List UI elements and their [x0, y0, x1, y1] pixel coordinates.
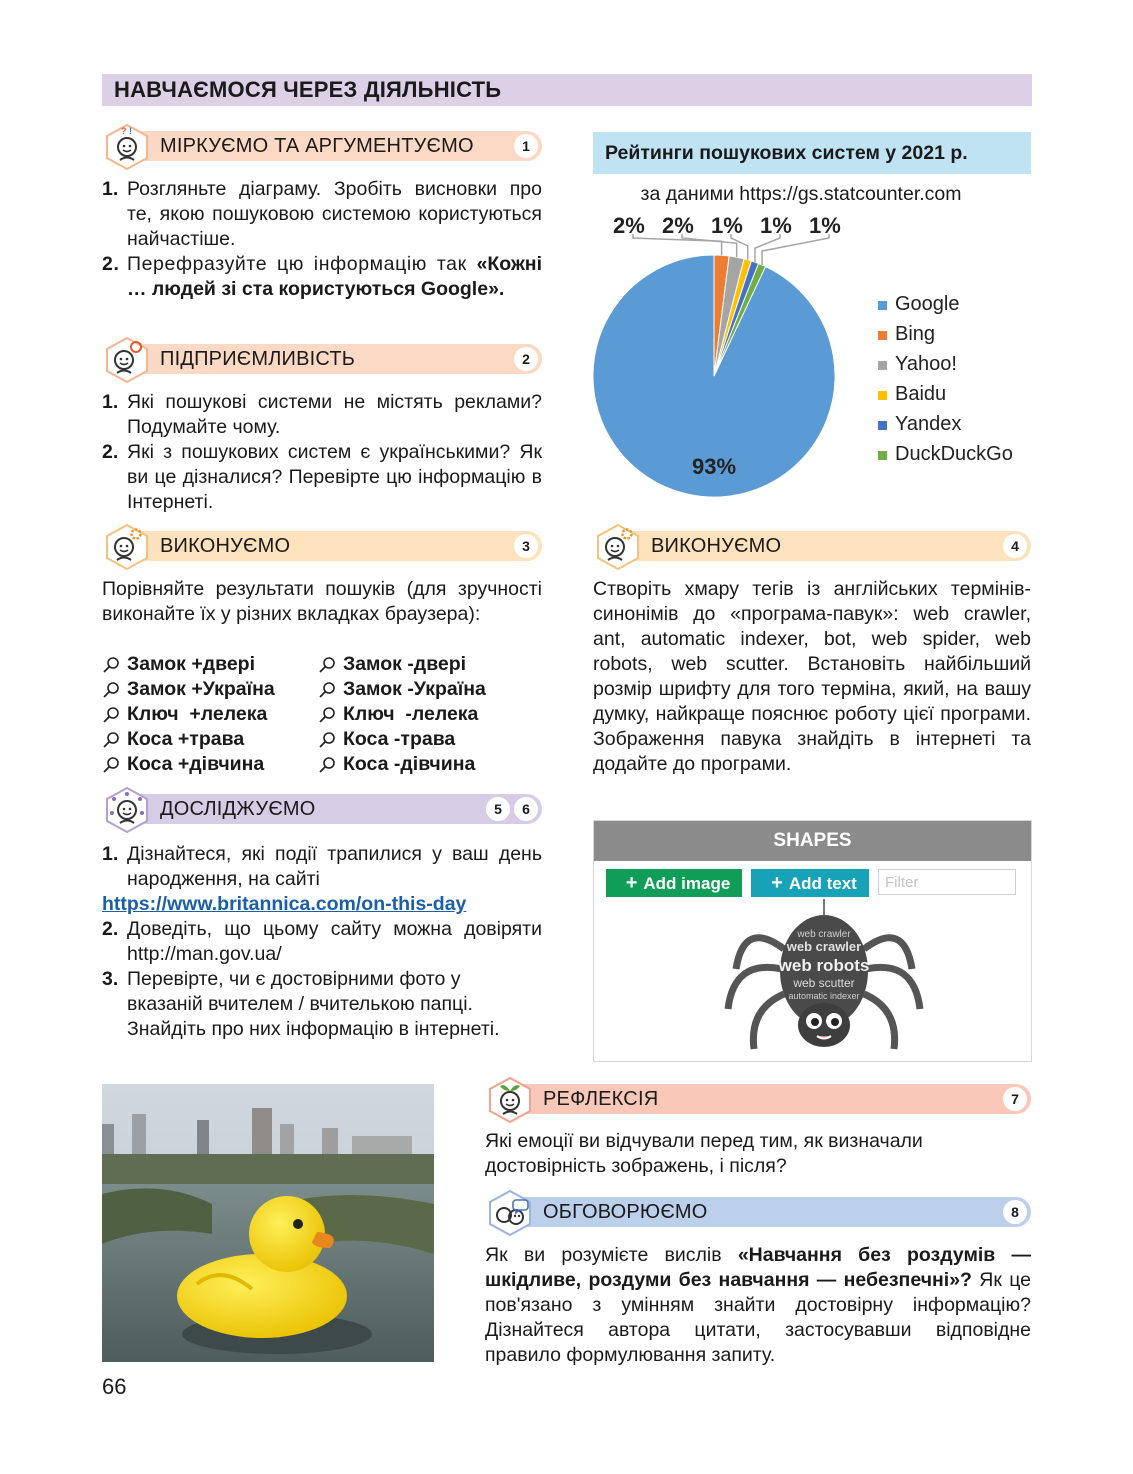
network-face-icon	[102, 785, 152, 835]
giant-rubber-duck-photo	[102, 1084, 434, 1362]
word-cloud-word: web robots	[778, 956, 870, 975]
task-number-badge: 1	[514, 134, 538, 158]
shapes-panel	[593, 820, 1032, 1062]
legend-entry: DuckDuckGo	[895, 443, 1013, 465]
search-query: Замок +двері	[102, 652, 318, 677]
pie-label: 93%	[691, 454, 737, 479]
section-3-intro: Порівняйте результати пошуків (для зручності виконайте їх у різних вкладках браузера):	[102, 578, 542, 625]
search-engine-pie-chart	[580, 176, 1040, 506]
sprout-face-icon	[485, 1075, 535, 1125]
section-header-research	[102, 791, 542, 827]
task-number-badge: 7	[1003, 1087, 1027, 1111]
word-cloud-word: web crawler	[786, 939, 862, 954]
pie-label: 2%	[613, 213, 645, 238]
section-header-doing-2	[593, 528, 1031, 564]
quote-bold: «Кожні … людей зі ста користуються Google».	[127, 253, 542, 300]
section-title: РЕФЛЕКСІЯ	[543, 1088, 659, 1110]
section-title: ПІДПРИЄМЛИВІСТЬ	[160, 348, 356, 370]
search-query: Замок -Україна	[318, 677, 542, 702]
section-title: ОБГОВОРЮЄМО	[543, 1201, 708, 1223]
gear-face-icon	[593, 522, 643, 572]
thinking-face-icon	[102, 122, 152, 172]
word-cloud-word: web scutter	[793, 976, 855, 990]
lightbulb-face-icon	[102, 335, 152, 385]
section-title: ДОСЛІДЖУЄМО	[160, 798, 316, 820]
search-icon	[102, 656, 120, 674]
pie-label: 1%	[711, 213, 743, 238]
section-banner	[102, 74, 1032, 106]
legend-entry: Bing	[895, 323, 936, 345]
pie-label: 2%	[662, 213, 694, 238]
plus-icon: +	[771, 872, 783, 894]
section-4-text: Створіть хмару тегів із англійських термінів-синонімів до «програма-павук»: web crawler, ant, automatic indexer, bot, web spider, web robots, web scutter. Встановіть найбільший розмір шрифту для того терміна, який, на вашу думку, найкраще пояснює роботу цієї програми. Зображення павука знайдіть в інтернеті та додайте до програми.	[593, 578, 1031, 775]
word-cloud-word: automatic indexer	[788, 991, 860, 1001]
section-56-text: 1. Дізнайтеся, які події трапилися у ваш день народження, на сайті https://www.britannica.com/on-this-day 2. Доведіть, що цьому сайту можна довіряти http://man.gov.ua/ 3. Перевірте, чи є достовірними фото у вказаній вчителем / вчителькою папці. Знайдіть про них інформацію в інтернеті.	[102, 843, 542, 1040]
list-item: Які пошукові системи не містять реклами? Подумайте чому.	[127, 391, 542, 438]
search-icon	[318, 756, 336, 774]
chart-subtitle: за даними https://gs.statcounter.com	[640, 183, 962, 205]
search-query: Ключ +лелека	[102, 702, 318, 727]
list-item: Перефразуйте цю інформацію так	[127, 253, 467, 275]
legend-entry: Yandex	[895, 413, 962, 435]
section-8-text: Як ви розумієте вислів «Навчання без роздумів — шкідливе, роздуми без навчання — небезпечні»? Як це пов'язано з умінням знайти достовірну інформацію? Дізнайтеся автора цитати, застосувавши відповідне правило формулювання запиту.	[485, 1244, 1032, 1366]
section-header-doing	[102, 528, 542, 564]
britannica-link[interactable]: https://www.britannica.com/on-this-day	[102, 893, 467, 915]
legend-swatch	[878, 421, 887, 430]
section-header-reflection	[485, 1081, 1031, 1117]
section-header-reasoning	[102, 128, 542, 164]
legend-entry: Google	[895, 293, 960, 315]
legend-swatch	[878, 391, 887, 400]
task-number-badge: 4	[1003, 534, 1027, 558]
search-query: Коса -дівчина	[318, 752, 542, 777]
add-text-button[interactable]: + Add text	[751, 869, 869, 897]
search-query: Коса +трава	[102, 727, 318, 752]
quote-bold: «Навчання без роздумів — шкідливе, роздуми без навчання — небезпечні»?	[485, 1244, 1031, 1291]
search-icon	[318, 681, 336, 699]
section-title: ВИКОНУЄМО	[651, 535, 782, 557]
section-2-text: 1. Які пошукові системи не містять реклами? Подумайте чому. 2. Які з пошукових систем є українськими? Як ви це дізналися? Перевірте цю інформацію в Інтернеті.	[102, 391, 542, 513]
list-item: Доведіть, що цьому сайту можна довіряти http://man.gov.ua/	[127, 918, 542, 965]
chart-header	[593, 132, 1031, 174]
pie-label: 1%	[809, 213, 841, 238]
list-item: Які з пошукових систем є українськими? Як ви це дізналися? Перевірте цю інформацію в Інтернеті.	[127, 441, 542, 513]
add-image-button[interactable]: + Add image	[606, 869, 742, 897]
spider-word-cloud-image	[714, 899, 934, 1057]
search-query: Коса -трава	[318, 727, 542, 752]
task-number-badge: 6	[514, 797, 538, 821]
legend-swatch	[878, 361, 887, 370]
search-icon	[318, 656, 336, 674]
task-number-badge: 3	[514, 534, 538, 558]
svg-text:!: !	[129, 126, 132, 136]
search-query: Ключ -лелека	[318, 702, 542, 727]
list-item: Перевірте, чи є достовірними фото у вказаній вчителем / вчителькою папці. Знайдіть про них інформацію в інтернеті.	[127, 968, 500, 1040]
pie-label: 1%	[760, 213, 792, 238]
gear-face-icon	[102, 522, 152, 572]
filter-input[interactable]: Filter	[878, 869, 1016, 895]
section-header-discussion	[485, 1194, 1031, 1230]
legend-swatch	[878, 301, 887, 310]
legend-swatch	[878, 451, 887, 460]
search-icon	[102, 731, 120, 749]
word-cloud-word: web crawler	[797, 929, 851, 940]
pie-leader-line	[762, 234, 829, 265]
search-queries	[102, 652, 542, 777]
search-query: Коса +дівчина	[102, 752, 318, 777]
search-query: Замок +Україна	[102, 677, 318, 702]
section-1-text: 1. Розгляньте діаграму. Зробіть висновки про те, якою пошуковою системою користуються найчастіше. 2. Перефразуйте цю інформацію так «Кожні … людей зі ста користуються Google».	[102, 178, 542, 300]
section-title: ВИКОНУЄМО	[160, 535, 291, 557]
list-item: Розгляньте діаграму. Зробіть висновки про те, якою пошуковою системою користуються найчастіше.	[127, 178, 542, 250]
chart-header-title: Рейтинги пошукових систем у 2021 р.	[605, 142, 968, 164]
task-number-badge: 8	[1003, 1200, 1027, 1224]
search-query: Замок -двері	[318, 652, 542, 677]
section-7-text: Які емоції ви відчували перед тим, як визначали достовірність зображень, і після?	[485, 1130, 923, 1177]
legend-entry: Baidu	[895, 383, 947, 405]
banner-title: НАВЧАЄМОСЯ ЧЕРЕЗ ДІЯЛЬНІСТЬ	[114, 77, 502, 102]
task-number-badge: 2	[514, 347, 538, 371]
search-icon	[102, 756, 120, 774]
task-number-badge: 5	[486, 797, 510, 821]
page-number: 66	[102, 1374, 127, 1399]
plus-icon: +	[625, 872, 638, 894]
chat-faces-icon	[485, 1188, 535, 1238]
shapes-title: SHAPES	[594, 821, 1031, 861]
search-icon	[102, 706, 120, 724]
search-icon	[318, 731, 336, 749]
list-item: Дізнайтеся, які події трапилися у ваш день народження, на сайті	[127, 843, 542, 890]
search-icon	[102, 681, 120, 699]
section-header-entrepreneurship	[102, 341, 542, 377]
legend-swatch	[878, 331, 887, 340]
legend-entry: Yahoo!	[895, 353, 957, 375]
section-title: МІРКУЄМО ТА АРГУМЕНТУЄМО	[160, 135, 474, 157]
svg-text:?: ?	[121, 126, 127, 136]
search-icon	[318, 706, 336, 724]
